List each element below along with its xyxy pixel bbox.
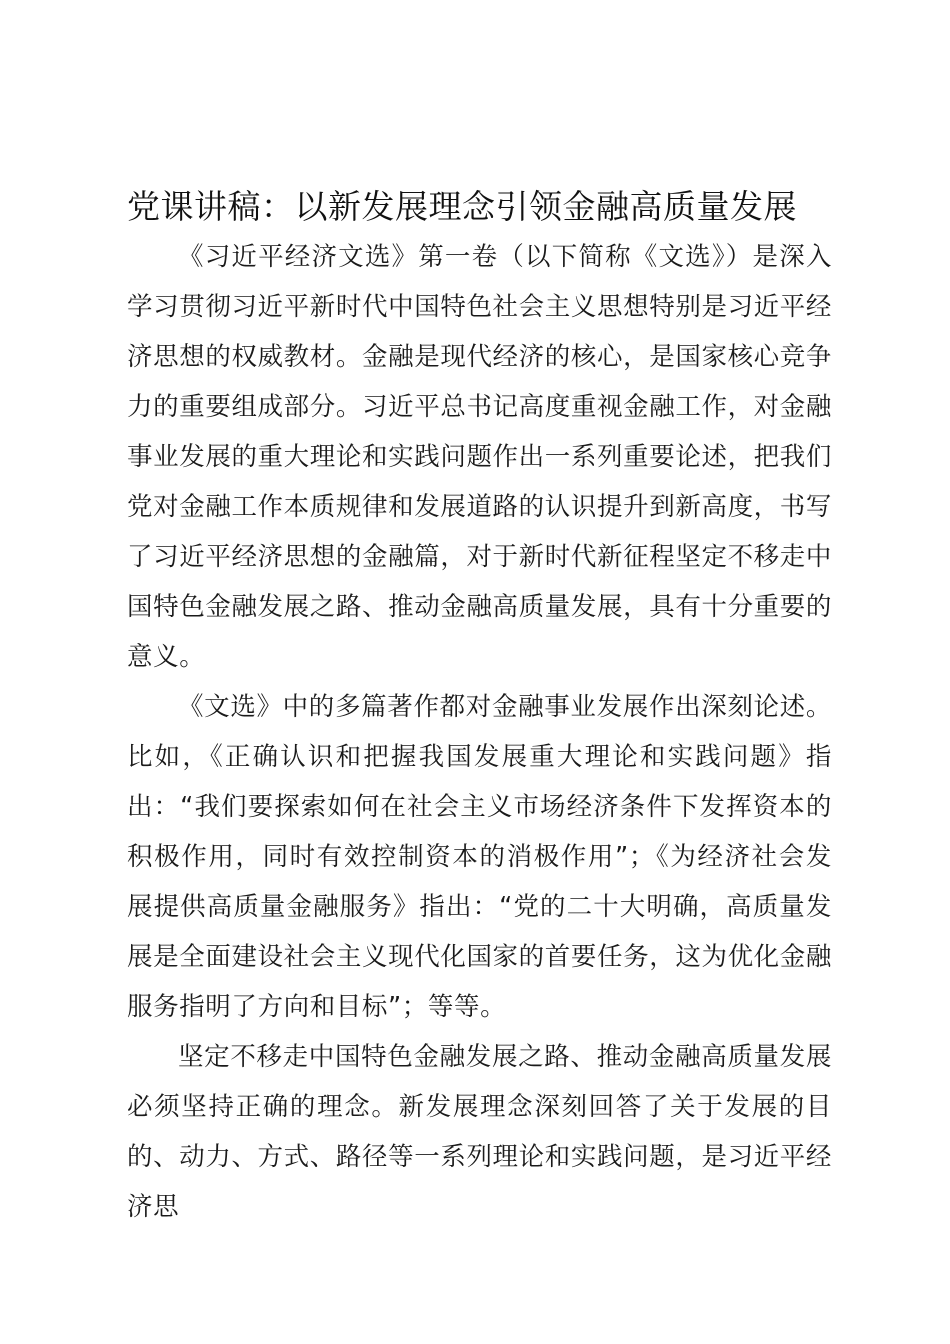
document-body bbox=[127, 232, 832, 1232]
paragraph-quotes: 《文选》中的多篇著作都对金融事业发展作出深刻论述。比如，《正确认识和把握我国发展重大理论和实践问题》指出：“我们要探索如何在社会主义市场经济条件下发挥资本的积极作用，同时有效控制资本的消极作用”；《为经济社会发展提供高质量金融服务》指出：“党的二十大明确，高质量发展是全面建设社会主义现代化国家的首要任务，这为优化金融服务指明了方向和目标”；等等。 bbox=[127, 692, 832, 1022]
document-title: 党课讲稿：以新发展理念引领金融高质量发展 bbox=[127, 187, 797, 226]
paragraph-intro: 《习近平经济文选》第一卷（以下简称《文选》）是深入学习贯彻习近平新时代中国特色社会主义思想特别是习近平经济思想的权威教材。金融是现代经济的核心，是国家核心竞争力的重要组成部分。习近平总书记高度重视金融工作，对金融事业发展的重大理论和实践问题作出一系列重要论述，把我们党对金融工作本质规律和发展道路的认识提升到新高度，书写了习近平经济思想的金融篇，对于新时代新征程坚定不移走中国特色金融发展之路、推动金融高质量发展，具有十分重要的意义。 bbox=[127, 242, 832, 672]
paragraph-new-development-concept: 坚定不移走中国特色金融发展之路、推动金融高质量发展必须坚持正确的理念。新发展理念深刻回答了关于发展的目的、动力、方式、路径等一系列理论和实践问题，是习近平经济思 bbox=[127, 1042, 832, 1222]
